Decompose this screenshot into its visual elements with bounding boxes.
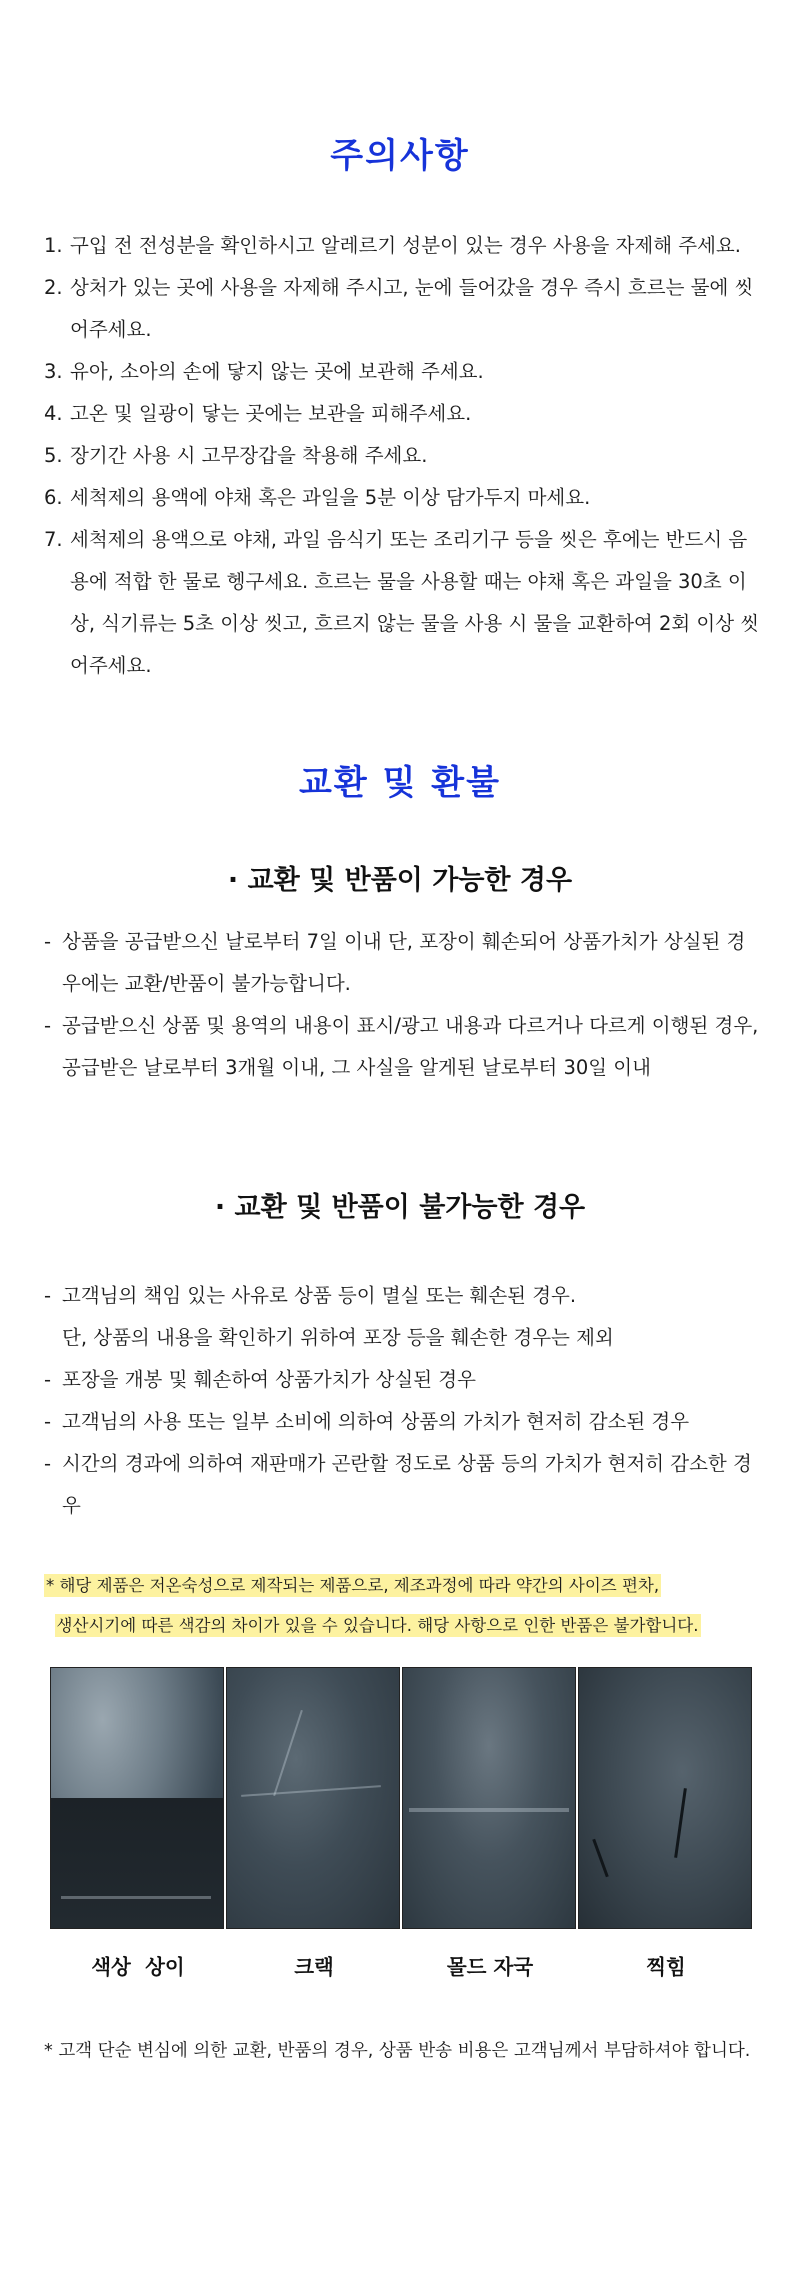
list-item — [44, 225, 764, 267]
photo-label: 몰드 자국 — [446, 1955, 534, 1979]
list-item — [44, 921, 764, 1005]
list-item — [44, 477, 764, 519]
exchange-title: 교환 및 환불 — [299, 763, 501, 803]
item-number: 6. — [44, 486, 63, 509]
item-text: 세척제의 용액에 야채 혹은 과일을 5분 이상 담가두지 마세요. — [70, 486, 591, 509]
photo-label: 색상 상이 — [91, 1955, 185, 1979]
item-text: 구입 전 전성분을 확인하시고 알레르기 성분이 있는 경우 사용을 자제해 주세요. — [70, 234, 741, 257]
list-item — [44, 435, 764, 477]
photo-labels — [50, 1950, 754, 1980]
list-item — [44, 1005, 764, 1089]
item-text: 고온 및 일광이 닿는 곳에는 보관을 피해주세요. — [70, 402, 472, 425]
item-text: 장기간 사용 시 고무장갑을 착용해 주세요. — [70, 444, 428, 467]
item-subtext: 단, 상품의 내용을 확인하기 위하여 포장 등을 훼손한 경우는 제외 — [62, 1326, 614, 1349]
item-number: 3. — [44, 360, 63, 383]
impossible-cases-list — [44, 1275, 764, 1527]
item-number: 2. — [44, 276, 63, 299]
item-text: 고객님의 사용 또는 일부 소비에 의하여 상품의 가치가 현저히 감소된 경우 — [62, 1410, 690, 1433]
impossible-cases-title: · 교환 및 반품이 불가능한 경우 — [214, 1192, 586, 1223]
color-difference-photo — [50, 1667, 224, 1929]
dash-marker: - — [44, 930, 52, 953]
possible-cases-title: · 교환 및 반품이 가능한 경우 — [227, 865, 573, 896]
item-text: 상처가 있는 곳에 사용을 자제해 주시고, 눈에 들어갔을 경우 즉시 흐르는 물에 씻어주세요. — [70, 276, 754, 341]
precautions-title: 주의사항 — [330, 136, 470, 176]
item-number: 5. — [44, 444, 63, 467]
list-item — [44, 351, 764, 393]
mold-mark-photo — [402, 1667, 576, 1929]
dash-marker: - — [44, 1410, 52, 1433]
precautions-list — [44, 225, 764, 687]
list-item — [44, 1443, 764, 1527]
photo-label: 찍힘 — [646, 1955, 686, 1979]
list-item — [44, 393, 764, 435]
dash-marker: - — [44, 1368, 52, 1391]
list-item — [44, 1359, 764, 1401]
photo-label: 크랙 — [294, 1955, 334, 1979]
item-number: 7. — [44, 528, 63, 551]
list-item — [44, 1401, 764, 1443]
possible-cases-list — [44, 921, 764, 1089]
item-text: 포장을 개봉 및 훼손하여 상품가치가 상실된 경우 — [62, 1368, 476, 1391]
dash-marker: - — [44, 1452, 52, 1475]
list-item — [44, 519, 764, 687]
item-number: 4. — [44, 402, 63, 425]
item-text: 공급받으신 상품 및 용역의 내용이 표시/광고 내용과 다르거나 다르게 이행된 경우, 공급받은 날로부터 3개월 이내, 그 사실을 알게된 날로부터 30일 이내 — [62, 1014, 759, 1079]
photo-gallery — [50, 1667, 754, 1929]
item-text: 세척제의 용액으로 야채, 과일 음식기 또는 조리기구 등을 씻은 후에는 반드시 음용에 적합 한 물로 헹구세요. 흐르는 물을 사용할 때는 야채 혹은 과일을 30초 이상, 식기류는 5초 이상 씻고, 흐르지 않는 물을 사용 시 물을 교환하여 2회 이상 씻어주세요. — [70, 528, 760, 677]
dent-photo — [578, 1667, 752, 1929]
list-item — [44, 1275, 764, 1359]
dash-marker: - — [44, 1014, 52, 1037]
return-shipping-footnote: * 고객 단순 변심에 의한 교환, 반품의 경우, 상품 반송 비용은 고객님께서 부담하셔야 합니다. — [44, 2041, 751, 2061]
list-item — [44, 267, 764, 351]
notice-line-2: 생산시기에 따른 색감의 차이가 있을 수 있습니다. 해당 사항으로 인한 반품은 불가합니다. — [56, 1616, 699, 1635]
item-text: 유아, 소아의 손에 닿지 않는 곳에 보관해 주세요. — [70, 360, 484, 383]
item-text: 시간의 경과에 의하여 재판매가 곤란할 정도로 상품 등의 가치가 현저히 감소한 경우 — [62, 1452, 752, 1517]
notice-line-1: * 해당 제품은 저온숙성으로 제작되는 제품으로, 제조과정에 따라 약간의 사이즈 편차, — [46, 1576, 660, 1595]
dash-marker: - — [44, 1284, 52, 1307]
item-text: 상품을 공급받으신 날로부터 7일 이내 단, 포장이 훼손되어 상품가치가 상실된 경우에는 교환/반품이 불가능합니다. — [62, 930, 746, 995]
product-notice — [44, 1566, 764, 1646]
item-number: 1. — [44, 234, 63, 257]
item-text: 고객님의 책임 있는 사유로 상품 등이 멸실 또는 훼손된 경우. — [62, 1284, 577, 1307]
crack-photo — [226, 1667, 400, 1929]
